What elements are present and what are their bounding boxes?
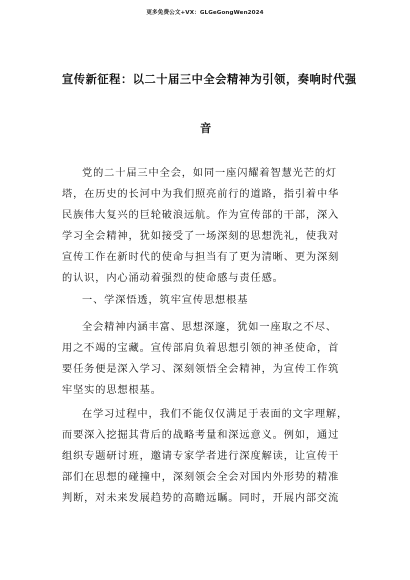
paragraph-2 bbox=[62, 317, 352, 401]
paragraph-line: 判断，对未来发展趋势的高瞻远瞩。同时，开展内部交流 bbox=[62, 493, 340, 504]
paragraph-intro bbox=[62, 163, 352, 289]
paragraph-line: 牢坚实的思想根基。 bbox=[62, 385, 162, 396]
paragraph-line: 用之不竭的宝藏。宣传部肩负着思想引领的神圣使命，首 bbox=[62, 343, 340, 354]
section-heading-text: 一、学深悟透，筑牢宣传思想根基 bbox=[82, 295, 249, 306]
paragraph-line: 的认识，内心涌动着强烈的使命感与责任感。 bbox=[62, 273, 284, 284]
paragraph-line: 民族伟大复兴的巨轮破浪远航。作为宣传部的干部，深入 bbox=[62, 210, 340, 221]
page-header-note: 更多免费公文+VX：GLGeGongWen2024 bbox=[146, 10, 264, 16]
section-heading-1 bbox=[62, 290, 352, 311]
paragraph-line: 组织专题研讨班，邀请专家学者进行深度解读，让宣传干 bbox=[62, 451, 340, 462]
paragraph-line: 在学习过程中，我们不能仅仅满足于表面的文字理解， bbox=[82, 409, 349, 420]
paragraph-line: 党的二十届三中全会，如同一座闪耀着智慧光芒的灯 bbox=[82, 168, 338, 179]
paragraph-line: 全会精神内涵丰富、思想深邃，犹如一座取之不尽、 bbox=[82, 322, 338, 333]
paragraph-line: 塔，在历史的长河中为我们照亮前行的道路，指引着中华 bbox=[62, 189, 340, 200]
paragraph-line: 要任务便是深入学习、深刻领悟全会精神，为宣传工作筑 bbox=[62, 364, 340, 375]
document-title-line-2: 音 bbox=[200, 122, 212, 135]
paragraph-3 bbox=[62, 404, 352, 509]
paragraph-line: 而要深入挖掘其背后的战略考量和深远意义。例如，通过 bbox=[62, 430, 340, 441]
document-title-line-1: 宣传新征程：以二十届三中全会精神为引领，奏响时代强 bbox=[62, 73, 357, 86]
paragraph-line: 学习全会精神，犹如接受了一场深刻的思想洗礼，使我对 bbox=[62, 231, 340, 242]
paragraph-line: 宣传工作在新时代的使命与担当有了更为清晰、更为深刻 bbox=[62, 252, 340, 263]
paragraph-line: 部们在思想的碰撞中，深刻领会全会对国内外形势的精准 bbox=[62, 472, 340, 483]
